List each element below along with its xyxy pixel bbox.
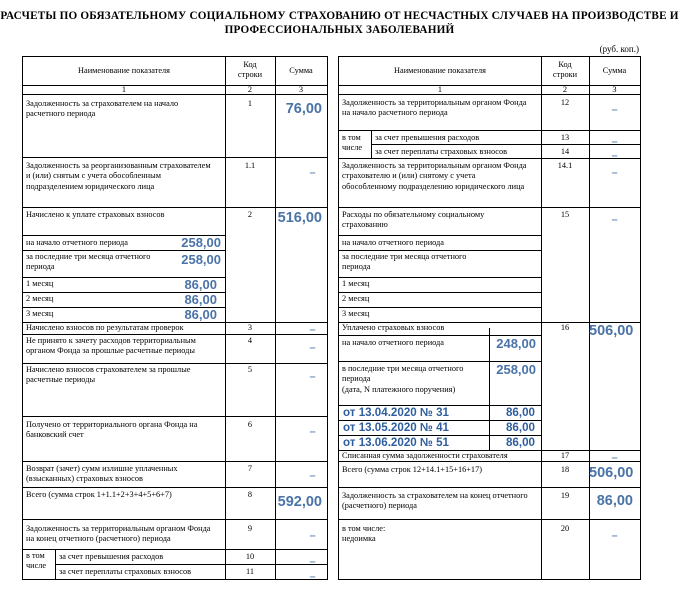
row-9-label-l2: на конец отчетного (расчетного) периода xyxy=(26,534,171,544)
row-15-last3-label xyxy=(342,252,539,273)
right-header-code-line2: строки xyxy=(552,70,578,80)
row-12-dash: – xyxy=(611,104,618,116)
row-4-dash: – xyxy=(309,342,316,354)
row-11-code: 11 xyxy=(246,567,254,576)
row-16-code: 16 xyxy=(560,323,570,332)
row-14-1-label-l1: Задолженность за территориальным органом Фонда xyxy=(342,161,527,170)
row-1-1-label-l3: подразделением юридического лица xyxy=(26,181,155,191)
row-2-start-value: 258,00 xyxy=(181,235,221,250)
row-2-m2-value: 86,00 xyxy=(184,292,217,307)
row-11-label: за счет переплаты страховых взносов xyxy=(59,567,192,576)
row-5-label xyxy=(26,365,223,386)
row-16-last3-l3: (дата, N платежного поручения) xyxy=(342,384,456,394)
right-colnum-3: 3 xyxy=(612,85,617,94)
row-14-1-dash: – xyxy=(611,167,618,179)
row-9-dash: – xyxy=(309,530,316,542)
row-4-label-l2: органом Фонда за прошлые расчетные периоды xyxy=(26,346,195,356)
row-15-dash: – xyxy=(611,214,618,226)
row-5-label-l2: расчетные периоды xyxy=(26,375,96,385)
row-2-m1-label: 1 месяц xyxy=(26,279,54,288)
right-header-name: Наименование показателя xyxy=(394,66,486,75)
right-header-code xyxy=(541,60,589,81)
left-colnum-1: 1 xyxy=(121,85,127,94)
row-1-code: 1 xyxy=(247,99,253,108)
row-14-1-label-l2: страхователю и (или) снятому с учета xyxy=(342,171,476,181)
row-4-code: 4 xyxy=(247,336,253,345)
row-13-label: за счет превышения расходов xyxy=(375,133,480,142)
row-19-value: 86,00 xyxy=(596,493,633,509)
row-19-label xyxy=(342,491,539,512)
right-colnum-2: 2 xyxy=(562,85,568,94)
document-title xyxy=(0,9,679,37)
row-18-label: Всего (сумма строк 12+14.1+15+16+17) xyxy=(342,465,482,474)
row-15-last3-l2: периода xyxy=(342,262,371,272)
row-15-m3-label: 3 месяц xyxy=(342,309,370,318)
row-14-1-label xyxy=(342,161,539,192)
row-19-code: 19 xyxy=(560,491,570,500)
row-2-label: Начислено к уплате страховых взносов xyxy=(26,210,165,219)
row-20-dash: – xyxy=(611,530,618,542)
row-1-1-code: 1.1 xyxy=(244,161,256,170)
row-3-label: Начислено взносов по результатам проверок xyxy=(26,323,184,332)
row-1-label-l1: Задолженность за страхователем на начало xyxy=(26,99,179,108)
payment-3-label: от 13.06.2020 № 51 xyxy=(343,436,449,449)
row-2-last3-l1: за последние три месяца отчетного xyxy=(26,252,151,261)
row-14-label: за счет переплаты страховых взносов xyxy=(375,147,508,156)
row-12-label-l1: Задолженность за территориальным органом Фонда xyxy=(342,98,527,107)
document-title-line1: РАСЧЕТЫ ПО ОБЯЗАТЕЛЬНОМУ СОЦИАЛЬНОМУ СТРАХОВАНИЮ ОТ НЕСЧАСТНЫХ СЛУЧАЕВ НА ПРОИЗВОДСТВЕ И xyxy=(0,10,679,22)
row-1-1-label-l1: Задолженность за реорганизованным страхователем xyxy=(26,161,211,170)
row-8-label: Всего (сумма строк 1+1.1+2+3+4+5+6+7) xyxy=(26,490,172,499)
row-15-label xyxy=(342,210,539,231)
row-20-code: 20 xyxy=(560,524,570,533)
payment-3-value: 86,00 xyxy=(505,436,535,449)
row-19-label-l2: (расчетного) периода xyxy=(342,501,417,511)
row-6-label-l1: Получено от территориального органа Фонда на xyxy=(26,420,198,429)
row-3-dash: – xyxy=(309,324,316,336)
row-7-dash: – xyxy=(309,470,316,482)
row-6-code: 6 xyxy=(247,420,253,429)
row-14-code: 14 xyxy=(560,147,570,156)
row-2-m3-label: 3 месяц xyxy=(26,309,54,318)
left-header-code xyxy=(225,60,275,81)
left-header-code-line1: Код xyxy=(243,60,257,69)
row-9-label xyxy=(26,524,223,545)
row-13-incl xyxy=(342,133,372,154)
row-13-incl-l2: числе xyxy=(342,143,363,153)
row-15-label-l2: страхованию xyxy=(342,220,388,230)
row-10-label: за счет превышения расходов xyxy=(59,552,164,561)
row-16-value: 506,00 xyxy=(589,323,634,339)
row-4-label-l1: Не принято к зачету расходов территориальным xyxy=(26,336,196,345)
row-17-label: Списанная сумма задолженности страхователя xyxy=(342,451,508,460)
row-12-code: 12 xyxy=(560,98,570,107)
row-15-m1-label: 1 месяц xyxy=(342,279,370,288)
row-14-dash: – xyxy=(611,150,618,162)
unit-label: (руб. коп.) xyxy=(599,44,639,54)
left-colnum-2: 2 xyxy=(247,85,253,94)
row-15-last3-l1: за последние три месяца отчетного xyxy=(342,252,467,261)
row-8-value: 592,00 xyxy=(277,494,322,510)
row-1-label-l2: расчетного периода xyxy=(26,109,96,119)
row-7-code: 7 xyxy=(247,464,253,473)
row-6-label xyxy=(26,420,223,441)
row-3-code: 3 xyxy=(247,323,253,332)
row-2-start-label: на начало отчетного периода xyxy=(26,238,128,247)
row-9-label-l1: Задолженность за территориальным органом Фонда xyxy=(26,524,211,533)
left-header-code-line2: строки xyxy=(237,70,263,80)
row-2-code: 2 xyxy=(247,210,253,219)
row-17-code: 17 xyxy=(560,451,570,460)
row-6-dash: – xyxy=(309,426,316,438)
row-10-incl-l1: в том xyxy=(26,551,45,560)
row-20-label xyxy=(342,524,539,545)
right-header-code-line1: Код xyxy=(558,60,572,69)
row-6-label-l2: банковский счет xyxy=(26,430,84,440)
row-17-dash: – xyxy=(611,452,618,464)
row-14-1-code: 14.1 xyxy=(557,161,573,170)
row-15-code: 15 xyxy=(560,210,570,219)
right-header-sum: Сумма xyxy=(602,66,627,75)
row-7-label-l2: (взысканных) страховых взносов xyxy=(26,474,143,484)
row-2-last3-value: 258,00 xyxy=(181,252,221,267)
row-7-label-l1: Возврат (зачет) сумм излишне уплаченных xyxy=(26,464,178,473)
row-12-label xyxy=(342,98,539,119)
row-5-dash: – xyxy=(309,371,316,383)
row-16-start-value: 248,00 xyxy=(496,336,536,351)
row-15-start-label: на начало отчетного периода xyxy=(342,238,444,247)
row-8-code: 8 xyxy=(247,490,253,499)
row-2-m1-value: 86,00 xyxy=(184,277,217,292)
row-5-label-l1: Начислено взносов страхователем за прошлые xyxy=(26,365,191,374)
row-1-1-dash: – xyxy=(309,167,316,179)
row-2-value: 516,00 xyxy=(277,210,322,226)
row-13-dash: – xyxy=(611,136,618,148)
row-15-label-l1: Расходы по обязательному социальному xyxy=(342,210,485,219)
row-12-label-l2: на начало расчетного периода xyxy=(342,108,448,118)
row-16-last3-l2: периода xyxy=(342,374,371,384)
row-18-value: 506,00 xyxy=(589,465,634,481)
row-2-last3-l2: периода xyxy=(26,262,55,272)
row-10-incl-l2: числе xyxy=(26,561,47,571)
left-colnum-3: 3 xyxy=(298,85,304,94)
row-2-m3-value: 86,00 xyxy=(184,307,217,322)
row-1-label xyxy=(26,99,223,120)
left-header-sum: Сумма xyxy=(289,66,313,75)
document-title-line2: ПРОФЕССИОНАЛЬНЫХ ЗАБОЛЕВАНИЙ xyxy=(224,24,455,36)
row-16-last3-value: 258,00 xyxy=(496,362,536,377)
row-7-label xyxy=(26,464,223,485)
payment-2-label: от 13.05.2020 № 41 xyxy=(343,421,449,434)
row-20-label-l2: недоимка xyxy=(342,534,376,544)
right-table xyxy=(338,56,641,580)
row-13-code: 13 xyxy=(560,133,570,142)
row-1-1-label-l2: и (или) снятым с учета обособленным xyxy=(26,171,161,181)
row-16-label: Уплачено страховых взносов xyxy=(342,323,445,332)
payment-1-value: 86,00 xyxy=(505,406,535,419)
left-header-name: Наименование показателя xyxy=(78,66,170,75)
row-4-label xyxy=(26,336,223,357)
right-colnum-1: 1 xyxy=(437,85,443,94)
row-16-start-label: на начало отчетного периода xyxy=(342,338,444,347)
row-1-1-label xyxy=(26,161,223,192)
row-13-incl-l1: в том xyxy=(342,133,361,142)
row-18-code: 18 xyxy=(560,465,570,474)
row-2-m2-label: 2 месяц xyxy=(26,294,54,303)
row-10-incl xyxy=(26,551,56,572)
row-16-last3-l1: в последние три месяца отчетного xyxy=(342,364,464,373)
row-15-m2-label: 2 месяц xyxy=(342,294,370,303)
row-1-value: 76,00 xyxy=(285,101,322,117)
left-table xyxy=(22,56,328,583)
row-10-dash: – xyxy=(309,556,316,568)
row-5-code: 5 xyxy=(247,365,253,374)
row-16-last3-label xyxy=(342,364,487,395)
payment-2-value: 86,00 xyxy=(505,421,535,434)
payment-1-label: от 13.04.2020 № 31 xyxy=(343,406,449,419)
row-9-code: 9 xyxy=(247,524,253,533)
row-14-1-label-l3: обособленному подразделению юридического лица xyxy=(342,181,525,191)
row-10-code: 10 xyxy=(245,552,255,561)
row-20-label-l1: в том числе: xyxy=(342,524,386,533)
row-19-label-l1: Задолженность за страхователем на конец отчетного xyxy=(342,491,528,500)
row-11-dash: – xyxy=(309,571,316,583)
